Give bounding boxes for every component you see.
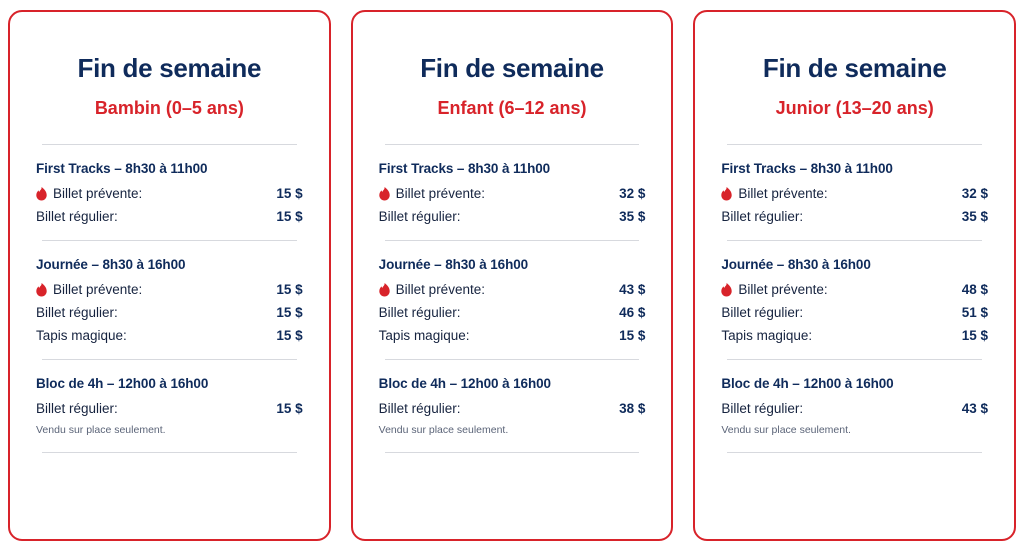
price-value: 15 $ — [276, 186, 303, 202]
divider — [727, 144, 982, 145]
price-label: Billet prévente: — [53, 186, 143, 202]
divider — [385, 144, 640, 145]
fire-icon — [36, 187, 47, 201]
price-value: 46 $ — [619, 305, 646, 321]
price-row — [721, 320, 988, 343]
price-label: Tapis magique: — [36, 328, 127, 344]
section-title: Bloc de 4h – 12h00 à 16h00 — [378, 376, 551, 392]
price-label: Billet prévente: — [738, 186, 828, 202]
price-row — [379, 297, 646, 320]
section-title: Bloc de 4h – 12h00 à 16h00 — [721, 376, 894, 392]
price-label: Billet prévente: — [738, 282, 828, 298]
price-row — [379, 274, 646, 297]
price-row — [721, 201, 988, 224]
price-section — [36, 376, 303, 436]
price-row — [379, 320, 646, 343]
price-row — [36, 201, 303, 224]
divider — [385, 240, 640, 241]
price-note: Vendu sur place seulement. — [378, 424, 509, 437]
price-value: 43 $ — [961, 401, 989, 417]
fire-icon — [379, 283, 390, 297]
section-title: First Tracks – 8h30 à 11h00 — [36, 161, 208, 177]
price-row — [379, 201, 646, 224]
price-value: 48 $ — [961, 282, 989, 298]
price-note: Vendu sur place seulement. — [36, 424, 166, 437]
pricing-card — [693, 10, 1016, 541]
price-value: 32 $ — [961, 186, 989, 202]
price-label: Billet régulier: — [36, 305, 118, 321]
price-label: Billet régulier: — [721, 209, 804, 225]
divider — [727, 452, 982, 453]
price-row — [36, 274, 303, 297]
price-row — [379, 178, 646, 201]
price-value: 38 $ — [619, 401, 646, 417]
price-label: Tapis magique: — [721, 328, 813, 344]
divider — [42, 240, 297, 241]
divider — [727, 359, 982, 360]
section-title: Journée – 8h30 à 16h00 — [36, 257, 186, 273]
price-section — [721, 376, 988, 436]
price-label: Billet régulier: — [378, 401, 461, 417]
price-section — [36, 161, 303, 224]
divider — [727, 240, 982, 241]
divider — [385, 452, 640, 453]
price-row — [36, 297, 303, 320]
section-title: Bloc de 4h – 12h00 à 16h00 — [36, 376, 209, 392]
price-section — [36, 257, 303, 343]
section-title: Journée – 8h30 à 16h00 — [378, 257, 529, 273]
price-label: Billet prévente: — [395, 186, 485, 202]
fire-icon — [36, 283, 47, 297]
price-section — [379, 161, 646, 224]
divider — [385, 359, 640, 360]
price-section — [379, 257, 646, 343]
price-label: Billet régulier: — [36, 401, 118, 417]
price-label: Billet régulier: — [721, 305, 804, 321]
price-value: 15 $ — [276, 305, 303, 321]
price-label: Billet régulier: — [721, 401, 804, 417]
fire-icon — [379, 187, 390, 201]
section-title: First Tracks – 8h30 à 11h00 — [721, 161, 893, 177]
card-subtitle: Bambin (0–5 ans) — [94, 97, 244, 118]
price-row — [36, 320, 303, 343]
price-row — [721, 178, 988, 201]
price-value: 15 $ — [961, 328, 989, 344]
section-title: First Tracks – 8h30 à 11h00 — [378, 161, 551, 177]
price-row — [721, 297, 988, 320]
fire-icon — [721, 283, 732, 297]
page-title: Fin de semaine — [77, 53, 262, 83]
divider — [42, 452, 297, 453]
card-subtitle: Enfant (6–12 ans) — [437, 97, 587, 118]
price-row — [721, 274, 988, 297]
divider — [42, 144, 297, 145]
card-subtitle: Junior (13–20 ans) — [775, 97, 934, 118]
page-title: Fin de semaine — [762, 53, 947, 83]
price-row — [721, 393, 988, 416]
page-title: Fin de semaine — [420, 53, 604, 83]
pricing-card — [351, 10, 674, 541]
price-value: 15 $ — [276, 401, 303, 417]
section-title: Journée – 8h30 à 16h00 — [721, 257, 871, 273]
price-label: Billet prévente: — [395, 282, 485, 298]
price-value: 15 $ — [276, 328, 303, 344]
pricing-card — [8, 10, 331, 541]
price-row — [36, 393, 303, 416]
price-value: 15 $ — [276, 282, 303, 298]
price-value: 51 $ — [961, 305, 989, 321]
price-row — [379, 393, 646, 416]
price-section — [721, 161, 988, 224]
price-section — [721, 257, 988, 343]
fire-icon — [721, 187, 732, 201]
price-note: Vendu sur place seulement. — [721, 424, 851, 437]
price-value: 35 $ — [619, 209, 646, 225]
price-value: 15 $ — [619, 328, 646, 344]
divider — [42, 359, 297, 360]
price-label: Billet régulier: — [36, 209, 118, 225]
price-label: Billet prévente: — [53, 282, 143, 298]
price-value: 15 $ — [276, 209, 303, 225]
price-label: Tapis magique: — [378, 328, 470, 344]
price-label: Billet régulier: — [378, 305, 461, 321]
price-section — [379, 376, 646, 436]
price-value: 43 $ — [619, 282, 646, 298]
price-value: 35 $ — [961, 209, 989, 225]
price-value: 32 $ — [619, 186, 646, 202]
price-row — [36, 178, 303, 201]
price-label: Billet régulier: — [378, 209, 461, 225]
